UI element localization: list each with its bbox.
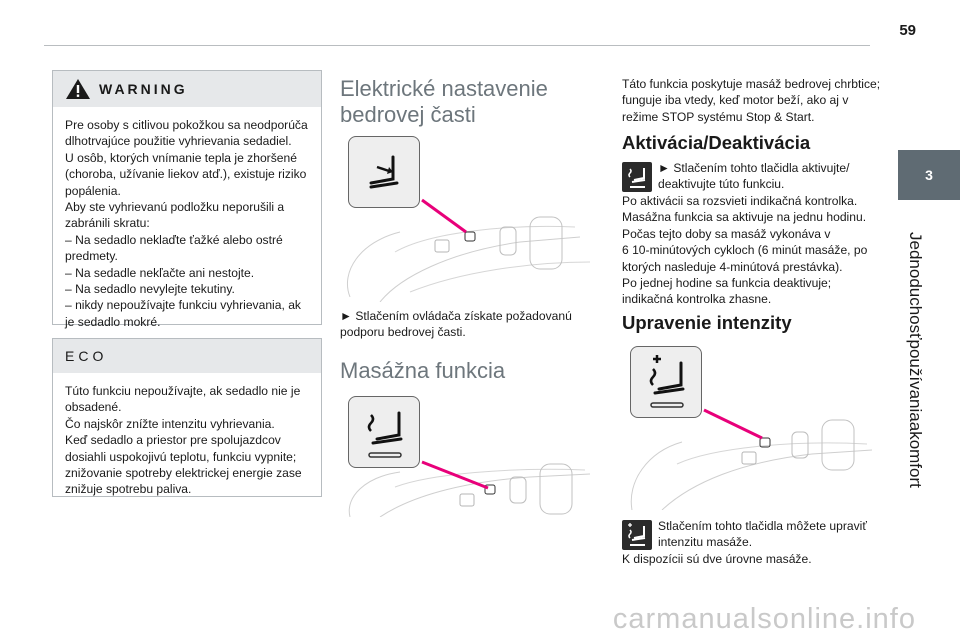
eco-line: Čo najskôr znížte intenzitu vyhrievania. [65,416,275,431]
warning-box [52,70,322,329]
warning-line: U osôb, ktorých vnímanie tepla je zhoršené [65,150,297,165]
warning-line: Aby ste vyhrievanú podložku neporušili a [65,200,285,215]
eco-title: ECO [65,348,108,364]
massage-seat-icon [349,397,421,469]
activation-text [622,193,867,308]
page-number: 59 [899,22,916,39]
warning-line: – Na sedadlo nevylejte tekutiny. [65,282,235,297]
lumbar-heading [340,76,548,128]
activation-line: 6 10-minútových cykloch (6 minút masáže, po [622,243,868,258]
massage-intro-line: funguje iba vtedy, keď motor beží, ako aj v [622,93,849,108]
warning-line: – Na sedadlo neklaďte ťažké alebo ostré [65,232,283,247]
activation-icon-line: deaktivujte túto funkciu. [658,177,785,192]
eco-line: Keď sedadlo a priestor pre spolujazdcov [65,433,281,448]
warning-line: dlhotrvajúce použitie vyhrievania sedadiel. [65,134,292,149]
intensity-button-icon [622,520,652,550]
intensity-illustration [622,342,882,510]
lumbar-seat-icon [349,137,421,209]
intensity-icon-line: intenzitu masáže. [658,535,753,550]
lumbar-heading-line: Elektrické nastavenie [340,76,548,101]
warning-line: predmety. [65,249,118,264]
activation-line: Po aktivácii sa rozsvieti indikačná kontrolka. [622,194,858,208]
warning-body [53,107,321,340]
activation-heading: Aktivácia/Deaktivácia [622,132,811,153]
massage-seat-icon-small [622,162,652,192]
warning-line: – Na sedadle nekľačte ani nestojte. [65,265,255,280]
intensity-button-display [630,346,702,418]
activation-line: Po jednej hodine sa funkcia deaktivuje; [622,276,832,291]
chapter-title-text: Jednoduchosťpoužívaniaakomfort [906,232,925,488]
massage-intensity-icon [631,347,703,419]
eco-line: znižuje spotrebu paliva. [65,482,192,497]
eco-line: dosiahli uspokojivú teplotu, funkciu vypnite; [65,449,297,464]
chapter-number: 3 [925,167,933,183]
activation-line: Masážna funkcia sa aktivuje na jednu hodinu. [622,210,867,225]
intensity-heading: Upravenie intenzity [622,312,792,333]
lumbar-text [340,308,572,341]
warning-line: (choroba, užívanie liekov atď.), existuje riziko [65,167,307,182]
intensity-icon-text [658,518,867,551]
warning-header [53,71,321,107]
massage-intro-line: režime STOP systému Stop & Start. [622,109,815,124]
eco-body [53,373,321,508]
activation-icon-text [658,160,849,193]
lumbar-illustration [340,132,600,302]
intensity-text: K dispozícii sú dve úrovne masáže. [622,552,812,566]
lumbar-button-display [348,136,420,208]
eco-box [52,338,322,497]
top-divider [44,45,870,46]
activation-line: Počas tejto doby sa masáž vykonáva v [622,226,831,241]
activation-line: indikačná kontrolka zhasne. [622,292,772,307]
massage-button-icon [622,162,652,192]
lumbar-text-line: ► Stlačením ovládača získate požadovanú [340,309,572,323]
chapter-title [884,200,946,520]
warning-triangle-icon [65,78,91,100]
eco-header [53,339,321,373]
activation-line: ktorých nasleduje 4-minútová prestávka). [622,259,843,274]
warning-title: WARNING [99,81,188,97]
intensity-icon-line: Stlačením tohto tlačidla môžete upraviť [658,519,867,533]
lumbar-text-line: podporu bedrovej časti. [340,325,466,340]
massage-intro [622,76,880,125]
massage-intro-line: Táto funkcia poskytuje masáž bedrovej chrbtice; [622,77,881,91]
warning-line: Pre osoby s citlivou pokožkou sa neodporúča [65,118,308,132]
warning-line: je sedadlo mokré. [65,314,161,329]
activation-icon-line: ► Stlačením tohto tlačidla aktivujte/ [658,161,850,175]
eco-line: obsadené. [65,400,122,415]
massage-button-display [348,396,420,468]
watermark: carmanualsonline.info [612,603,916,635]
chapter-tab[interactable] [898,150,960,200]
eco-line: znižovanie spotreby elektrickej energie zase [65,466,302,481]
eco-line: Túto funkciu nepoužívajte, ak sedadlo nie je [65,384,301,398]
massage-heading: Masážna funkcia [340,358,506,383]
lumbar-heading-line: bedrovej časti [340,102,476,127]
warning-line: popálenia. [65,183,121,198]
massage-illustration [340,392,600,517]
warning-line: zabránili skratu: [65,216,150,231]
warning-line: – nikdy nepoužívajte funkciu vyhrievania, ak [65,298,301,313]
massage-intensity-icon-small [622,520,652,550]
